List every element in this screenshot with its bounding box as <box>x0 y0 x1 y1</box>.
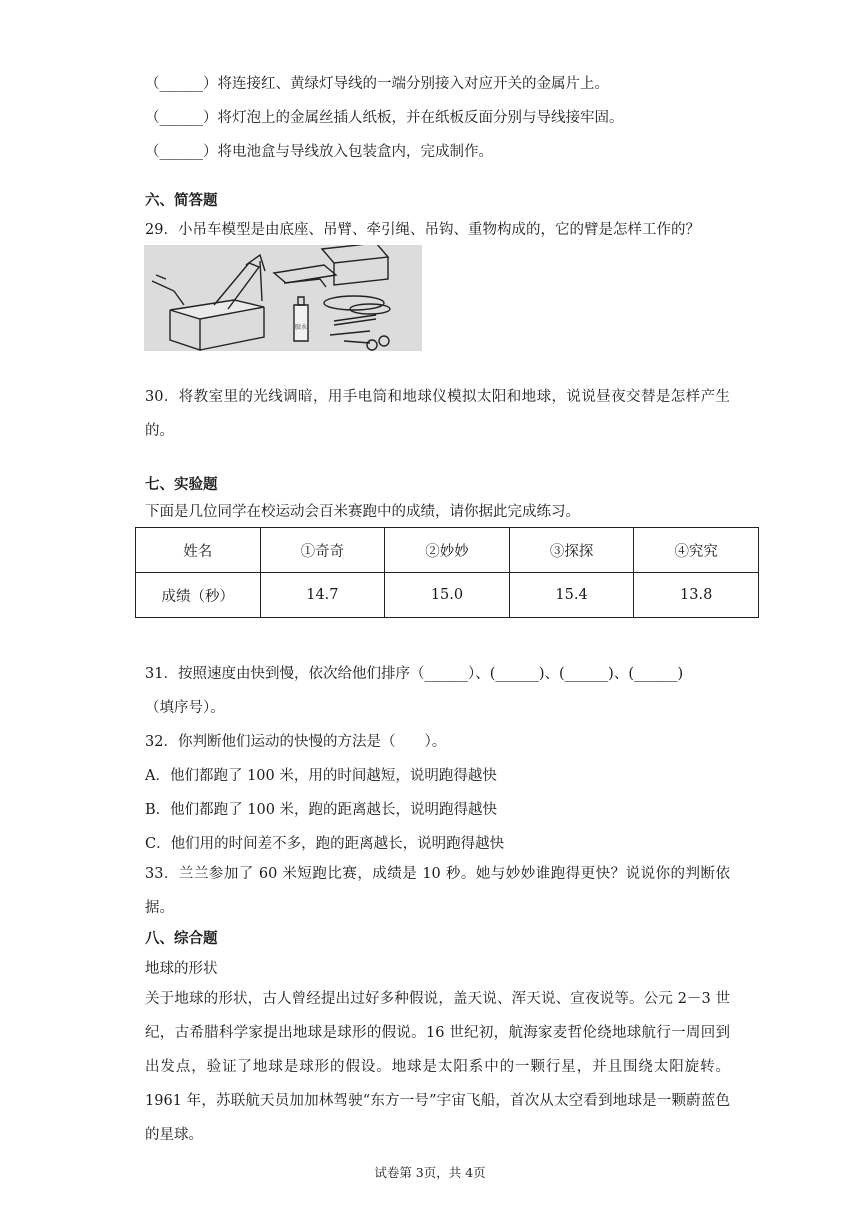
passage-title: 地球的形状 <box>145 961 218 977</box>
section-7-heading: 七、实验题 <box>145 476 218 493</box>
question-30: 30．将教室里的光线调暗，用手电筒和地球仪模拟太阳和地球，说说昼夜交替是怎样产生的。 <box>145 389 730 439</box>
option-c: C．他们用的时间差不多，跑的距离越长，说明跑得越快 <box>145 836 505 852</box>
passage-text: 关于地球的形状，古人曾经提出过好多种假说，盖天说、浑天说、宣夜说等。公元 2－3 世纪，古希腊科学家提出地球是球形的假说。16 世纪初，航海家麦哲伦绕地球航行一周回到出发点，验证了地球是球形的假设。地球是太阳系中的一颗行星，并且围绕太阳旋转。1961 年，苏联航天员加加林驾驶“东方一号”宇宙飞船，首次从太空看到地球是一颗蔚蓝色的星球。 <box>145 991 730 1143</box>
table-cell: ③探探 <box>509 528 634 573</box>
section-8-heading: 八、综合题 <box>145 930 218 947</box>
question-32: 32．你判断他们运动的快慢的方法是（ ）。 <box>145 734 447 750</box>
table-cell: 14.7 <box>260 573 385 618</box>
race-results-table <box>135 527 759 618</box>
page-footer: 试卷第 3页，共 4页 <box>374 1165 486 1180</box>
question-31-continued: （填序号）。 <box>145 700 225 716</box>
option-b: B．他们都跑了 100 米，跑的距离越长，说明跑得越快 <box>145 802 498 818</box>
question-29: 29．小吊车模型是由底座、吊臂、牵引绳、吊钩、重物构成的，它的臂是怎样工作的？ <box>145 222 700 238</box>
section-6-heading: 六、简答题 <box>145 192 218 209</box>
question-31: 31．按照速度由快到慢，依次给他们排序（______）、(______)、(______)、(______) <box>145 666 684 682</box>
table-cell: 姓名 <box>136 528 261 573</box>
table-cell: 15.4 <box>509 573 634 618</box>
glue-label: 胶水 <box>295 324 308 331</box>
step-line-1: （______）将连接红、黄绿灯导线的一端分别接入对应开关的金属片上。 <box>145 76 609 92</box>
step-line-3: （______）将电池盒与导线放入包装盒内，完成制作。 <box>145 144 493 160</box>
table-row <box>136 573 759 618</box>
table-header-row <box>136 528 759 573</box>
step-line-2: （______）将灯泡上的金属丝插人纸板，并在纸板反面分别与导线接牢固。 <box>145 110 624 126</box>
table-cell: 成绩（秒） <box>136 573 261 618</box>
table-cell: 13.8 <box>634 573 759 618</box>
question-33: 33．兰兰参加了 60 米短跑比赛，成绩是 10 秒。她与妙妙谁跑得更快？说说你的判断依据。 <box>145 866 730 916</box>
option-a: A．他们都跑了 100 米，用的时间越短，说明跑得越快 <box>145 768 497 784</box>
section-7-intro: 下面是几位同学在校运动会百米赛跑中的成绩，请你据此完成练习。 <box>145 504 580 520</box>
table-cell: ②妙妙 <box>385 528 510 573</box>
crane-model-figure <box>144 245 422 351</box>
table-cell: ①奇奇 <box>260 528 385 573</box>
table-cell: ④究究 <box>634 528 759 573</box>
crane-model-drawing <box>144 245 422 351</box>
table-cell: 15.0 <box>385 573 510 618</box>
